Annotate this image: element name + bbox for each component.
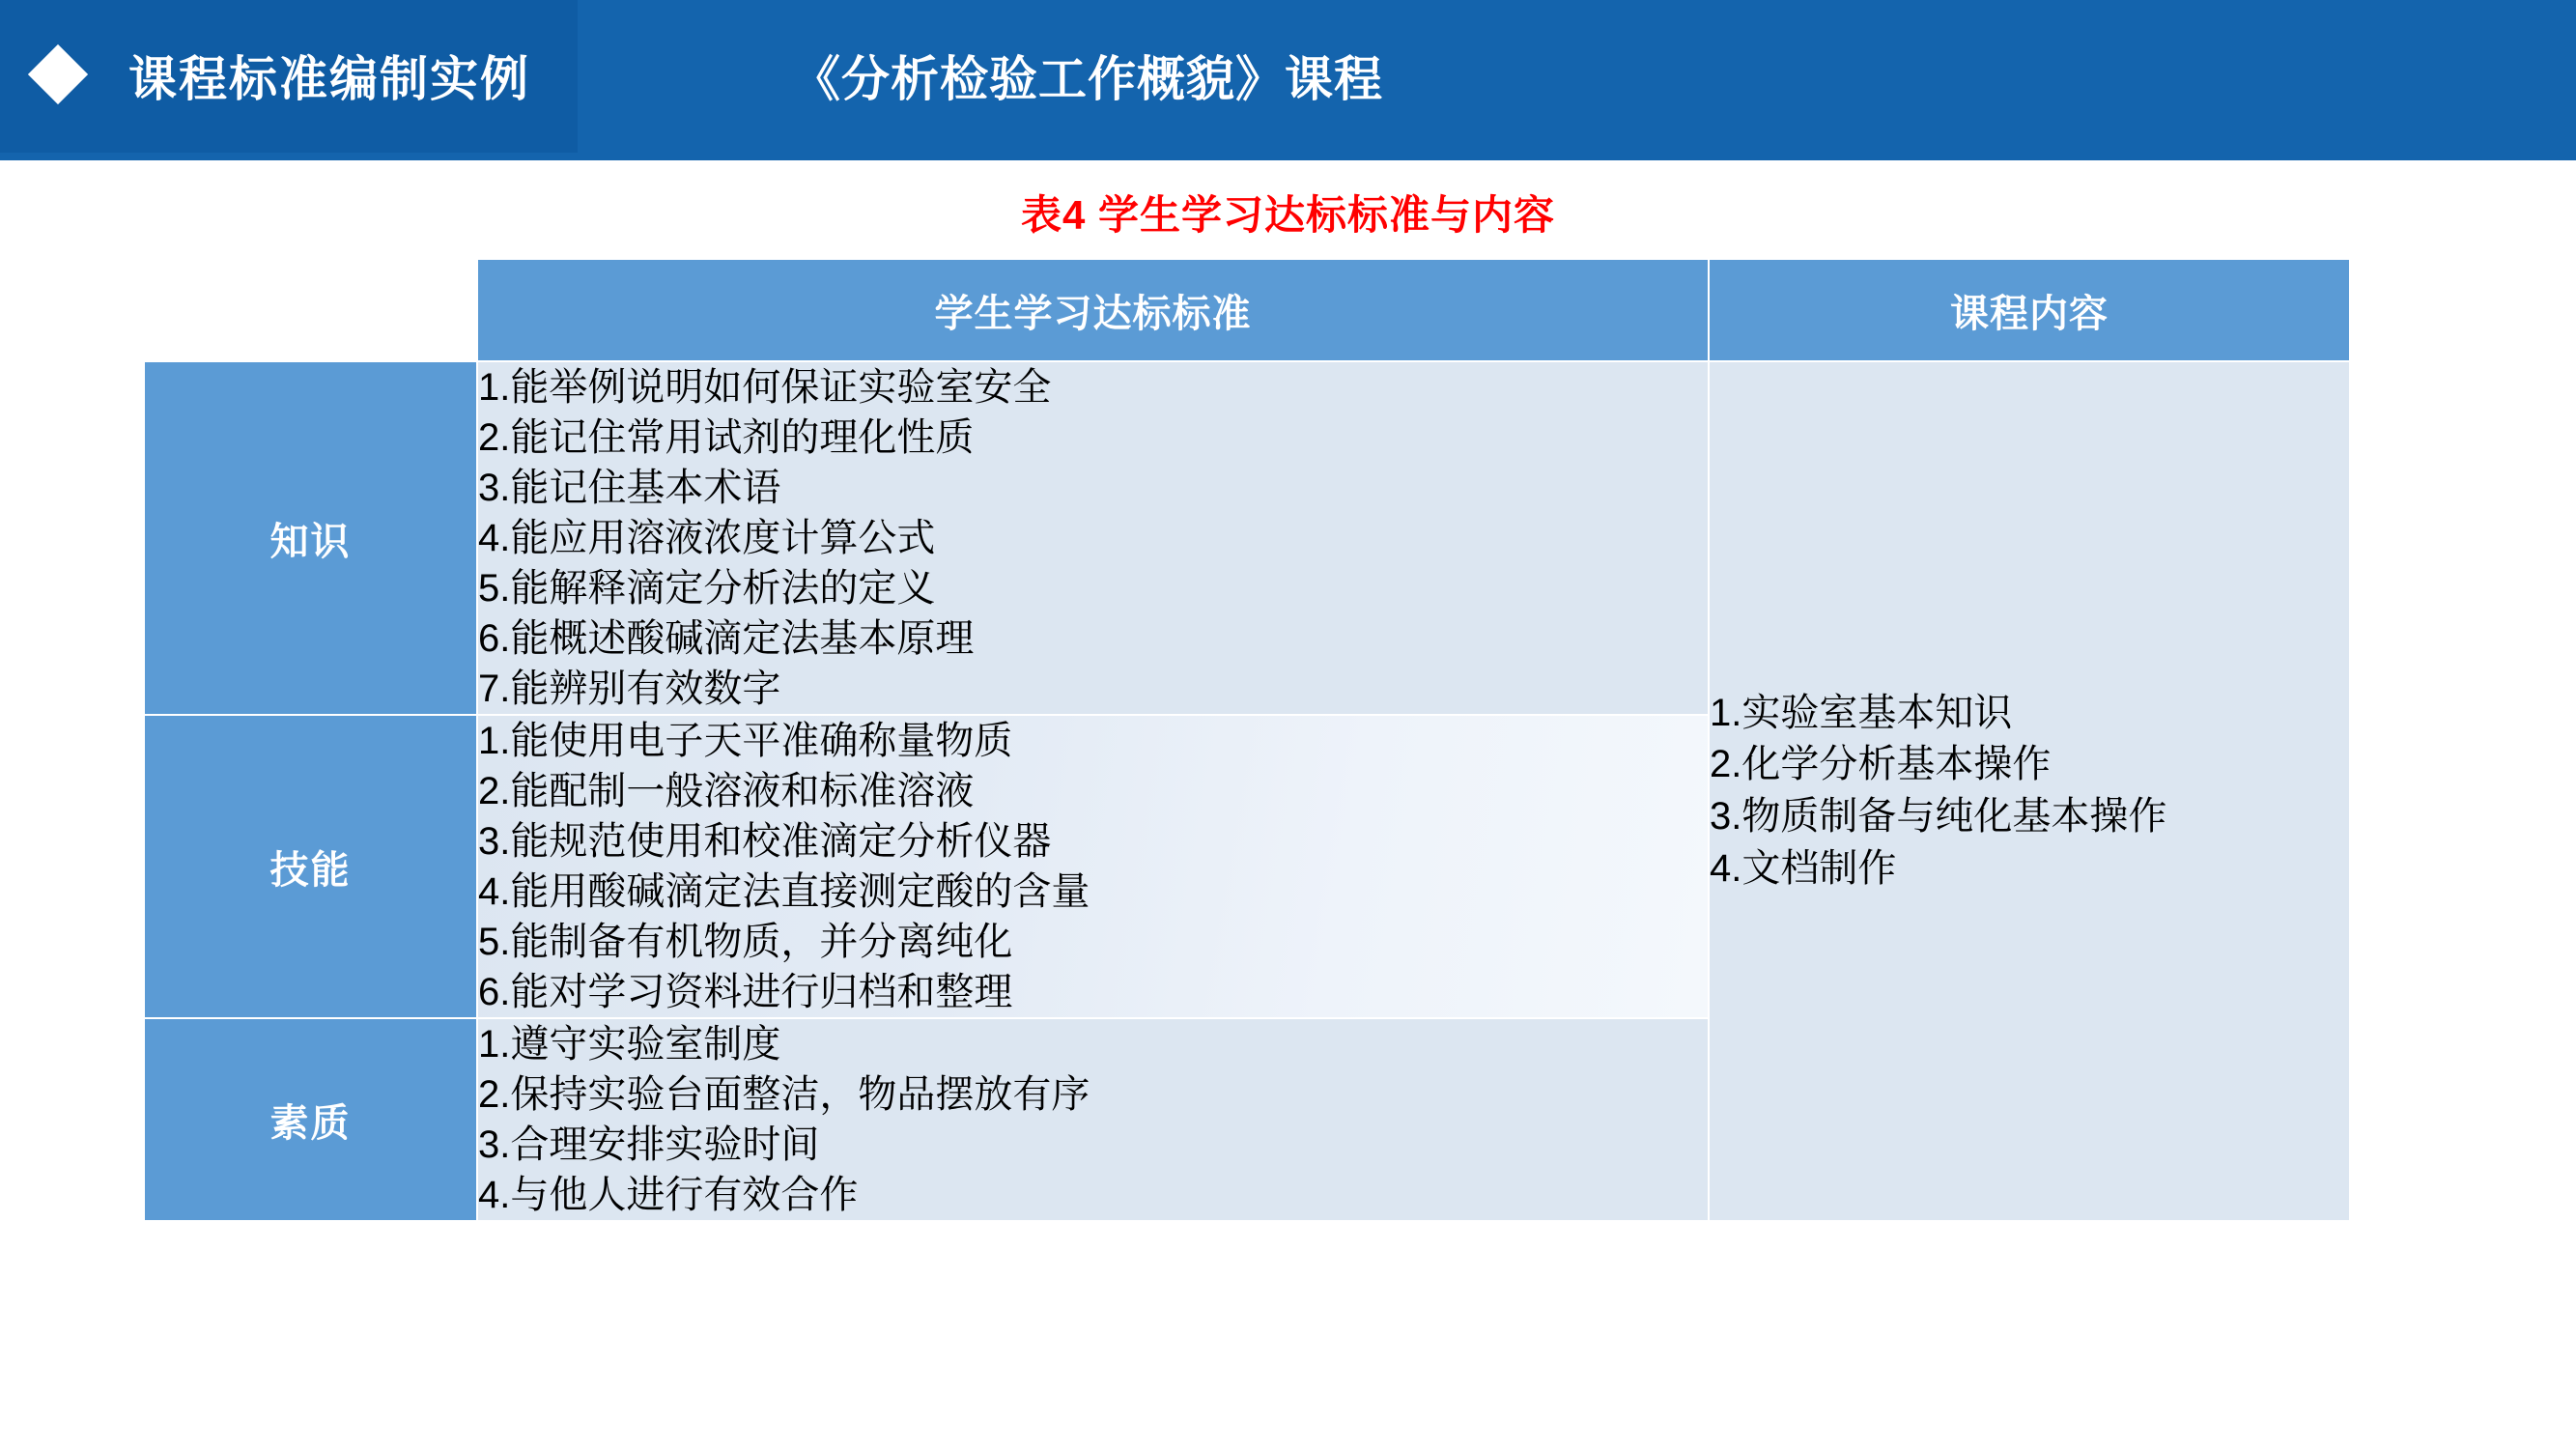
header-underline-gap xyxy=(0,160,2576,165)
standards-table xyxy=(143,258,2351,1222)
list-item: 3.物质制备与纯化基本操作 xyxy=(1710,795,2167,838)
list-item: 1.遵守实验室制度 xyxy=(478,1023,781,1066)
list-item: 2.能配制一般溶液和标准溶液 xyxy=(478,770,975,812)
list-item: 4.能应用溶液浓度计算公式 xyxy=(478,517,936,559)
list-item: 1.能举例说明如何保证实验室安全 xyxy=(478,366,1052,409)
list-item: 1.实验室基本知识 xyxy=(1710,691,2013,734)
list-item: 2.能记住常用试剂的理化性质 xyxy=(478,416,975,459)
table-caption: 表4 学生学习达标标准与内容 xyxy=(1020,192,1556,238)
list-item: 3.合理安排实验时间 xyxy=(478,1123,820,1166)
course-content-cell xyxy=(1709,361,2350,1221)
list-item: 4.与他人进行有效合作 xyxy=(478,1174,859,1216)
skills-items xyxy=(477,715,1709,1018)
category-quality: 素质 xyxy=(144,1018,477,1221)
standards-table-wrapper xyxy=(143,258,2349,1222)
list-item: 2.保持实验台面整洁，物品摆放有序 xyxy=(478,1073,1090,1116)
table-header-blank xyxy=(144,259,477,361)
page-subtitle: 《分析检验工作概貌》课程 xyxy=(792,52,1383,106)
list-item: 1.能使用电子天平准确称量物质 xyxy=(478,720,1013,762)
table-header-standard: 学生学习达标标准 xyxy=(477,259,1709,361)
list-item: 6.能概述酸碱滴定法基本原理 xyxy=(478,617,975,660)
list-item: 2.化学分析基本操作 xyxy=(1710,743,2052,786)
table-row xyxy=(144,361,2350,715)
category-skills: 技能 xyxy=(144,715,477,1018)
header-underline xyxy=(0,153,2576,160)
table-header-content: 课程内容 xyxy=(1709,259,2350,361)
list-item: 5.能解释滴定分析法的定义 xyxy=(478,567,936,610)
list-item: 5.能制备有机物质，并分离纯化 xyxy=(478,921,1013,963)
list-item: 3.能规范使用和校准滴定分析仪器 xyxy=(478,820,1052,863)
quality-items xyxy=(477,1018,1709,1221)
list-item: 3.能记住基本术语 xyxy=(478,467,781,509)
table-header-row xyxy=(144,259,2350,361)
knowledge-items xyxy=(477,361,1709,715)
list-item: 4.能用酸碱滴定法直接测定酸的含量 xyxy=(478,870,1090,913)
category-knowledge: 知识 xyxy=(144,361,477,715)
page-title: 课程标准编制实例 xyxy=(128,52,530,106)
list-item: 4.文档制作 xyxy=(1710,846,1897,890)
list-item: 7.能辨别有效数字 xyxy=(478,668,781,710)
list-item: 6.能对学习资料进行归档和整理 xyxy=(478,971,1013,1013)
